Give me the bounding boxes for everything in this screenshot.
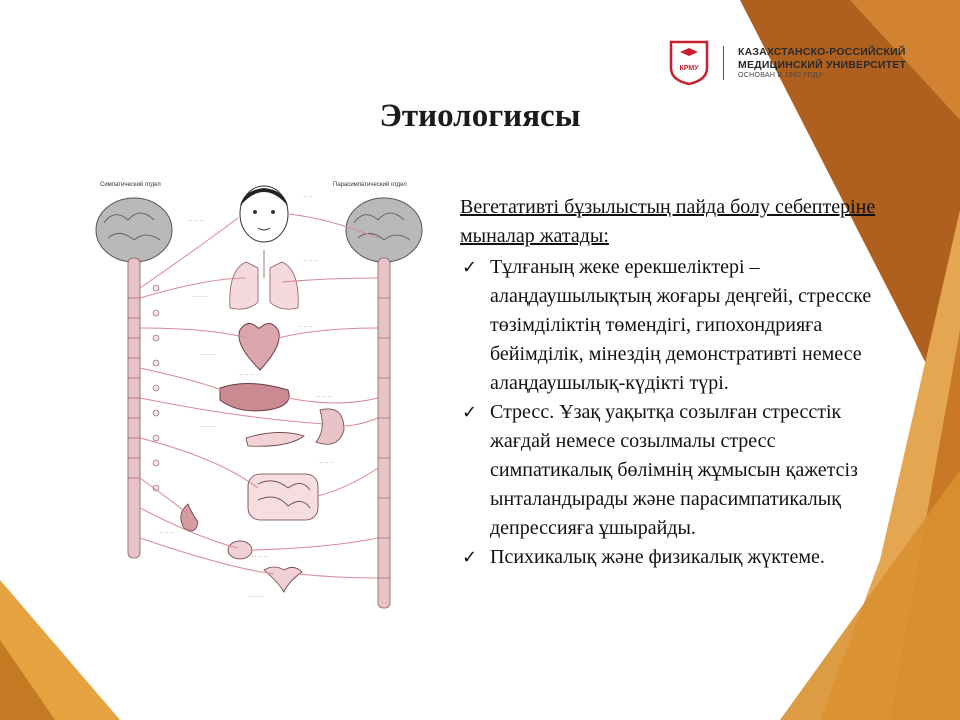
svg-text:··· ··· ···: ··· ··· ··· xyxy=(316,394,332,399)
lungs-icon xyxy=(230,250,298,309)
checkmark-icon: ✓ xyxy=(462,547,478,568)
checkmark-icon: ✓ xyxy=(462,257,478,278)
svg-text:··· ··· ···: ··· ··· ··· xyxy=(200,352,216,357)
autonomic-nervous-system-figure xyxy=(88,178,438,630)
liver-icon xyxy=(220,383,289,410)
logo-badge-icon xyxy=(668,40,710,86)
svg-text:··· ··· ···: ··· ··· ··· xyxy=(192,294,208,299)
svg-text:··· ···: ··· ··· xyxy=(302,194,313,199)
intro-text: Вегетативті бұзылыстың пайда болу себептеріне мыналар жатады: xyxy=(460,196,876,247)
right-spinal-cord xyxy=(378,258,390,608)
logo-founded: ОСНОВАН В 1992 ГОДУ xyxy=(738,72,823,79)
svg-text:··· ··· ···: ··· ··· ··· xyxy=(248,594,264,599)
svg-text:··· ··· ···: ··· ··· ··· xyxy=(318,460,334,465)
stomach-icon xyxy=(316,409,344,444)
reproductive-organs-icon xyxy=(264,567,302,592)
heart-icon xyxy=(239,323,279,370)
figure-label-sympathetic: Симпатический отдел xyxy=(100,182,161,188)
svg-text:··· ··· ···: ··· ··· ··· xyxy=(298,324,314,329)
pancreas-icon xyxy=(246,432,304,446)
bladder-icon xyxy=(228,541,252,559)
logo-line-2: МЕДИЦИНСКИЙ УНИВЕРСИТЕТ xyxy=(738,58,907,71)
checkmark-icon: ✓ xyxy=(462,402,478,423)
svg-text:··· ··· ···: ··· ··· ··· xyxy=(158,530,174,535)
slide-title: Этиологиясы xyxy=(379,98,581,134)
list-item xyxy=(460,253,900,398)
sympathetic-chain xyxy=(153,285,159,491)
list-item xyxy=(460,543,900,572)
bullet-text: Тұлғаның жеке ерекшеліктері – алаңдаушылықтың жоғары деңгейі, стресске төзімділіктің төмендігі, гипохондрияға бейімділік, мінездің демонстративті немесе алаңдаушылық-күдікті түрі. xyxy=(490,256,872,394)
bullet-text: Стресс. Ұзақ уақытқа созылған стресстік жағдай немесе созылмалы стресс симпатикалық бөлімнің жұмысын қажетсіз ынталандырады және парасимпатикалық депрессияға ұшырайды. xyxy=(490,401,858,539)
svg-text:··· ··· ···: ··· ··· ··· xyxy=(200,424,216,429)
etiology-list xyxy=(460,253,900,572)
logo-badge-text: КРМУ xyxy=(679,65,699,72)
etiology-text xyxy=(460,193,900,572)
bullet-text: Психикалық және физикалық жүктеме. xyxy=(490,546,825,568)
svg-text:··· ··· ···: ··· ··· ··· xyxy=(188,218,204,223)
svg-text:··· ··· ···: ··· ··· ··· xyxy=(252,554,268,559)
head-icon xyxy=(240,186,288,242)
left-brain-icon xyxy=(96,198,172,262)
nervous-system-diagram xyxy=(88,178,438,630)
logo-separator xyxy=(723,46,724,80)
list-item xyxy=(460,398,900,543)
svg-text:··· ··· ··· ···: ··· ··· ··· ··· xyxy=(238,372,260,377)
figure-label-parasympathetic: Парасимпатический отдел xyxy=(333,182,407,188)
university-logo xyxy=(668,40,928,90)
intestines-icon xyxy=(248,474,318,520)
left-spinal-cord xyxy=(128,258,140,558)
kidney-icon xyxy=(181,504,198,531)
logo-line-1: КАЗАХСТАНСКО-РОССИЙСКИЙ xyxy=(738,46,906,58)
logo-university-name xyxy=(738,46,906,71)
svg-text:··· ··· ···: ··· ··· ··· xyxy=(302,258,318,263)
